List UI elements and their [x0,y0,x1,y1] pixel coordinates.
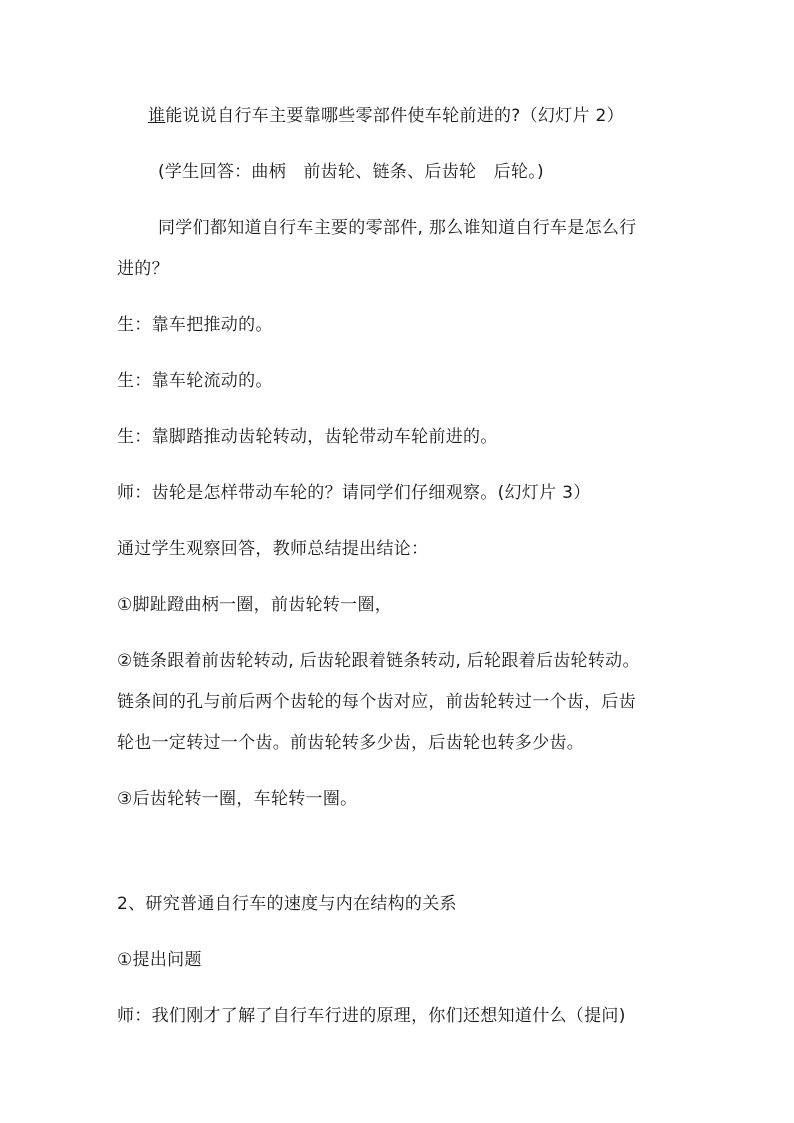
paragraph-conclusion-2-line3: 轮也一定转过一个齿。前齿轮转多少齿，后齿轮也转多少齿。 [117,733,585,753]
paragraph-conclusion-2-line1: ②链条跟着前齿轮转动, 后齿轮跟着链条转动, 后轮跟着后齿轮转动。 [117,651,640,671]
paragraph-intro-line2: 进的？ [117,259,169,279]
section-heading: 2、研究普通自行车的速度与内在结构的关系 [117,894,457,914]
paragraph-intro-line1: 同学们都知道自行车主要的零部件, 那么谁知道自行车是怎么行 [158,218,637,238]
paragraph-conclusion-1: ①脚趾蹬曲柄一圈，前齿轮转一圈， [117,595,393,615]
paragraph-student-2: 生：靠车轮流动的。 [117,371,273,391]
paragraph-conclusion-3: ③后齿轮转一圈，车轮转一圈。 [117,789,358,809]
paragraph-question [148,104,624,128]
paragraph-summary: 通过学生观察回答，教师总结提出结论： [117,539,429,559]
paragraph-student-answer: (学生回答：曲柄 前齿轮、链条、后齿轮 后轮。) [158,162,544,182]
paragraph-raise-question: ①提出问题 [117,950,202,970]
underlined-word: 谁 [148,106,166,126]
question-text: 能说说自行车主要靠哪些零部件使车轮前进的?（幻灯片 2） [165,106,624,126]
paragraph-student-3: 生：靠脚踏推动齿轮转动，齿轮带动车轮前进的。 [117,427,498,447]
paragraph-teacher-prompt: 师：我们刚才了解了自行车行进的原理，你们还想知道什么（提问) [117,1006,626,1026]
paragraph-teacher-question: 师：齿轮是怎样带动车轮的？请同学们仔细观察。(幻灯片 3） [117,483,591,503]
paragraph-student-1: 生：靠车把推动的。 [117,315,273,335]
paragraph-conclusion-2-line2: 链条间的孔与前后两个齿轮的每个齿对应，前齿轮转过一个齿，后齿 [117,692,636,712]
